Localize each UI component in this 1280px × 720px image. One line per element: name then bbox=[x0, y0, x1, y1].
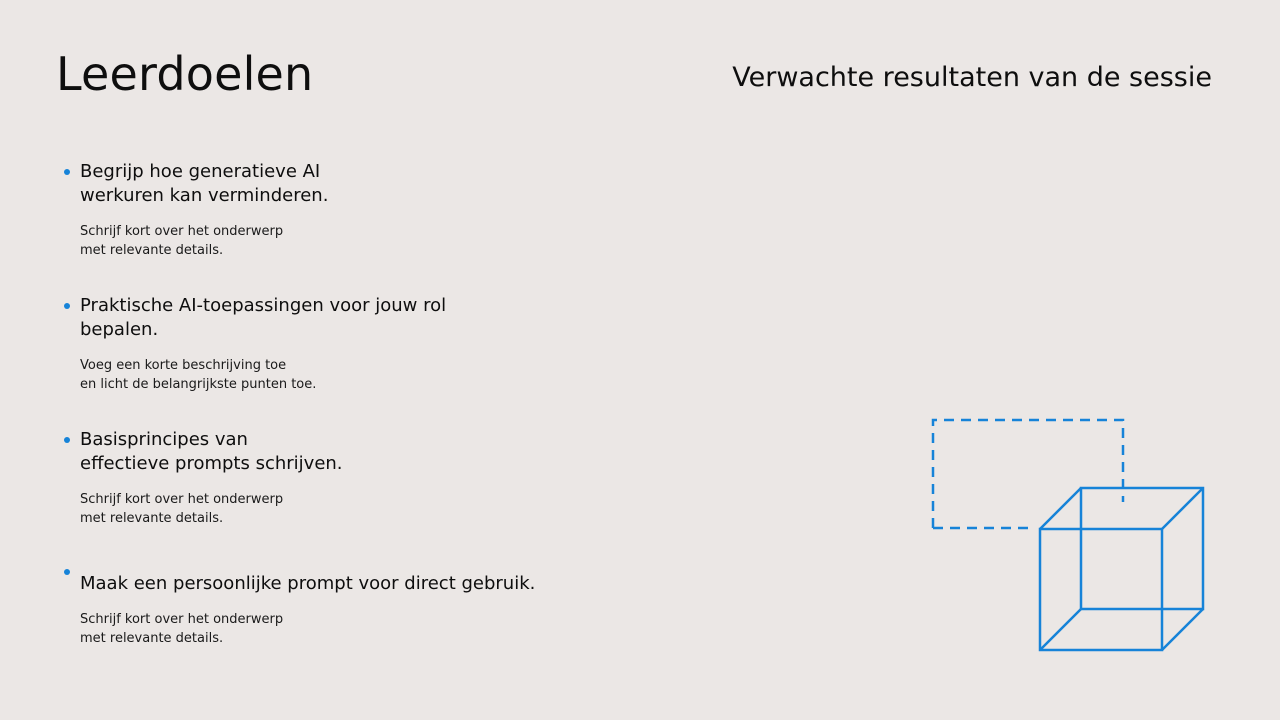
goal-description: Voeg een korte beschrijving toe en licht de belangrijkste punten toe. bbox=[80, 358, 317, 392]
bullet-dot-icon bbox=[64, 169, 70, 175]
goal-item bbox=[64, 294, 624, 394]
bullet-dot-icon bbox=[64, 303, 70, 309]
dashed-frame bbox=[933, 420, 1123, 528]
wireframe-cube-icon bbox=[926, 414, 1210, 656]
goal-item bbox=[64, 160, 624, 260]
slide-subtitle: Verwachte resultaten van de sessie bbox=[732, 62, 1212, 93]
goal-heading: Maak een persoonlijke prompt voor direct gebruik. bbox=[80, 573, 536, 594]
slide-title: Leerdoelen bbox=[56, 47, 314, 101]
goal-heading: Praktische AI-toepassingen voor jouw rol bepalen. bbox=[80, 295, 447, 340]
cube-edge bbox=[1040, 488, 1081, 529]
goal-item bbox=[64, 572, 624, 648]
goal-description: Schrijf kort over het onderwerp met relevante details. bbox=[80, 224, 284, 258]
goal-heading: Begrijp hoe generatieve AI werkuren kan verminderen. bbox=[80, 161, 329, 206]
cube-edge bbox=[1040, 609, 1081, 650]
bullet-dot-icon bbox=[64, 569, 70, 575]
goal-description: Schrijf kort over het onderwerp met relevante details. bbox=[80, 612, 284, 646]
cube-edge bbox=[1162, 488, 1203, 529]
cube-edge bbox=[1162, 609, 1203, 650]
goal-description: Schrijf kort over het onderwerp met relevante details. bbox=[80, 492, 284, 526]
bullet-dot-icon bbox=[64, 437, 70, 443]
goal-heading: Basisprincipes van effectieve prompts schrijven. bbox=[80, 429, 343, 474]
goal-item bbox=[64, 428, 624, 528]
